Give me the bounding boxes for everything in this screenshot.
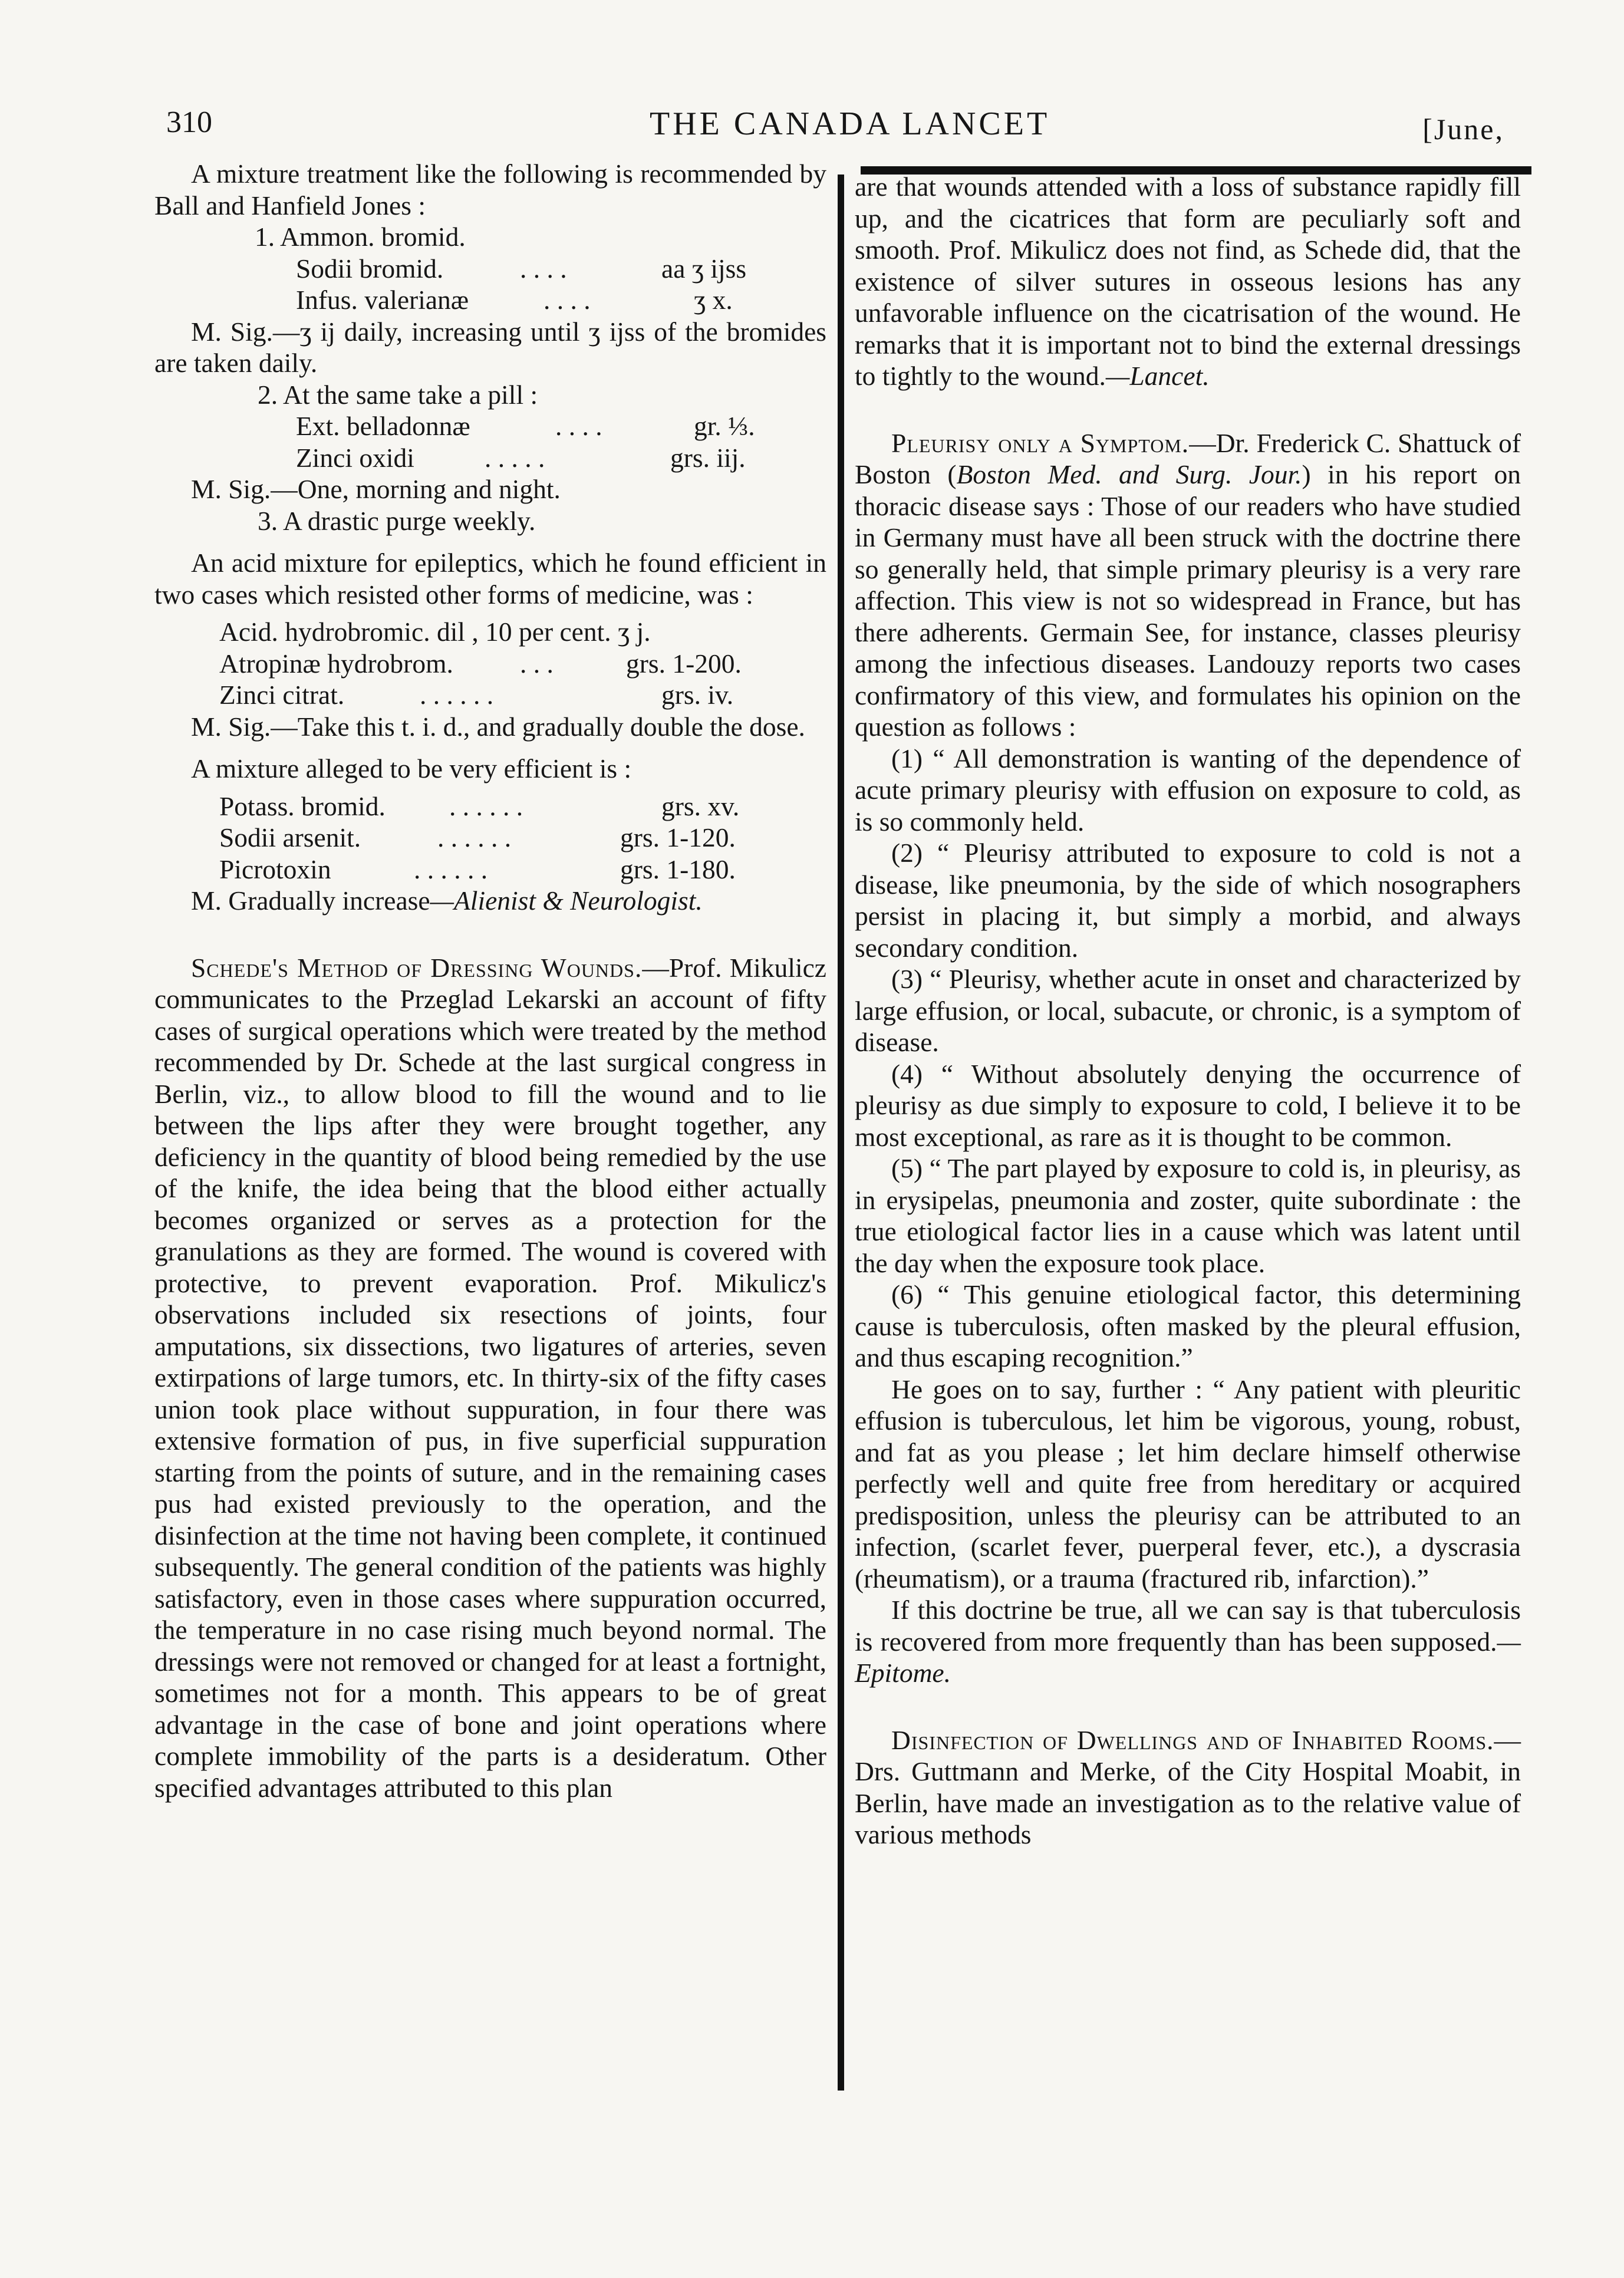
sig-4 bbox=[154, 885, 826, 917]
pleurisy-point-6: (6) “ This genuine etiological factor, this determining cause is tuberculosis, often masked by the pleural effusion, and thus escaping recognition.” bbox=[855, 1279, 1521, 1372]
disinfection-body: —Drs. Guttmann and Merke, of the City Hospital Moabit, in Berlin, have made an investigation as to the relative value of various methods bbox=[855, 1724, 1521, 1849]
rx4-item-1-qty: grs. xv. bbox=[661, 791, 740, 821]
rx3-item-3-dots: . . . . . . bbox=[420, 680, 494, 710]
column-divider bbox=[838, 175, 844, 2091]
rx4-item-3-qty: grs. 1-180. bbox=[620, 854, 736, 884]
sig-3: M. Sig.—Take this t. i. d., and gradually double the dose. bbox=[191, 711, 805, 742]
rx2-item-1-dots: . . . . bbox=[555, 411, 602, 441]
rx1-item-2-dots: . . . . bbox=[520, 253, 567, 284]
rx3-item-2-qty: grs. 1-200. bbox=[626, 648, 742, 679]
rx3-item-2-dots: . . . bbox=[520, 648, 554, 679]
rx3-item-3: Zinci citrat. bbox=[219, 680, 345, 710]
prescription-3 bbox=[154, 616, 826, 711]
rx1-item-3: Infus. valerianæ bbox=[296, 285, 469, 315]
rx4-item-1-dots: . . . . . . bbox=[449, 791, 523, 821]
continuation-paragraph bbox=[855, 171, 1521, 392]
pleurisy-point-4: (4) “ Without absolutely denying the occurrence of pleurisy as due simply to exposure to cold, I believe it to be most exceptional, as rare as it is thought to be common. bbox=[855, 1058, 1521, 1152]
page-header bbox=[166, 99, 1504, 164]
page-number: 310 bbox=[166, 106, 212, 139]
rx1-item-1: 1. Ammon. bromid. bbox=[255, 222, 466, 252]
purge-line: 3. A drastic purge weekly. bbox=[258, 505, 536, 536]
pleurisy-title: Pleurisy only a Symptom. bbox=[891, 427, 1190, 458]
rx3-item-1: Acid. hydrobromic. dil , 10 per cent. ʒ j. bbox=[219, 617, 651, 647]
rx4-item-2: Sodii arsenit. bbox=[219, 822, 361, 852]
pleurisy-body-b: ) in his report on thoracic disease says : Those of our readers who have studied in Germany must have all been struck with the doctrine there so generally held, that simple primary pleurisy is a very rare affection. This view is not so widespread in France, but has there adherents. Germain See, for instance, classes pleurisy among the infectious diseases. Landouzy reports two cases confirmatory of this view, and formulates his opinion on the question as follows : bbox=[855, 459, 1521, 742]
rx4-item-2-qty: grs. 1-120. bbox=[620, 822, 736, 852]
pleurisy-further: He goes on to say, further : “ Any patient with pleuritic effusion is tuberculous, let him be vigorous, young, robust, and fat as you please ; let him declare himself otherwise perfectly well and quite free from hereditary or acquired predisposition, unless the pleurisy can be attributed to an infection, (scarlet fever, puerperal fever, etc.), a dyscrasia (rheumatism), or a trauma (fractured rib, infarction).” bbox=[855, 1374, 1521, 1594]
disinfection-title: Disinfection of Dwellings and of Inhabited Rooms. bbox=[891, 1724, 1494, 1755]
rx2-item-2-dots: . . . . . bbox=[485, 442, 545, 473]
sig-4-text: M. Gradually increase bbox=[191, 885, 430, 916]
source-alienist: —Alienist & Neurologist. bbox=[430, 885, 703, 916]
left-column bbox=[154, 158, 826, 1803]
schede-title: Schede's Method of Dressing Wounds. bbox=[191, 952, 643, 983]
pleurisy-body-a: —Dr. Frederick C. Shattuck of Boston ( bbox=[855, 427, 1521, 489]
rx2-item-2-qty: grs. iij. bbox=[670, 442, 746, 473]
prescription-1 bbox=[154, 221, 826, 316]
schede-article bbox=[154, 952, 826, 1804]
schede-body: —Prof. Mikulicz communicates to the Przeglad Lekarski an account of fifty cases of surgical operations which were treated by the method recommended by Dr. Schede at the last surgical congress in Berlin, viz., to allow blood to fill the wound and to lie between the lips after they were brought together, any deficiency in the quantity of blood being remedied by the use of the knife, the idea being that the blood either actually becomes organized or serves as a protection for the granulations as they are formed. The wound is covered with protective, to prevent evaporation. Prof. Mikulicz's observations included six resections of joints, four amputations, six dissections, two ligatures of arteries, seven extirpations of large tumors, etc. In thirty-six of the fifty cases union took place without suppuration, in four there was extensive formation of pus, in five superficial suppuration starting from the points of suture, and in the remaining cases pus had existed previously to the operation, and the disinfection at the time not having been complete, it continued subsequently. The general condition of the patients was highly satisfactory, even in those cases where suppuration occurred, the temperature in no case rising much beyond normal. The dressings were not removed or changed for at least a fortnight, sometimes not for a month. This appears to be of great advantage in the case of bone and joint operations where complete immobility of the parts is a desideratum. Other specified advantages attributed to this plan bbox=[154, 952, 826, 1803]
rx4-item-3-dots: . . . . . . bbox=[414, 854, 488, 884]
journal-title: THE CANADA LANCET bbox=[650, 106, 1050, 142]
sig-1: M. Sig.—ʒ ij daily, increasing until ʒ ijss of the bromides are taken daily. bbox=[154, 316, 826, 378]
rx2-item-1: Ext. belladonnæ bbox=[296, 411, 470, 441]
rx4-item-3: Picrotoxin bbox=[219, 854, 331, 884]
rx4-item-2-dots: . . . . . . bbox=[437, 822, 512, 852]
prescription-2 bbox=[154, 379, 826, 474]
pleurisy-conclusion-text: If this doctrine be true, all we can say is that tuberculosis is recovered from more frequently than has been supposed. bbox=[855, 1595, 1521, 1657]
mixture-intro: A mixture treatment like the following is recommended by Ball and Hanfield Jones : bbox=[154, 159, 826, 220]
rx1-item-2: Sodii bromid. bbox=[296, 253, 444, 284]
pleurisy-article bbox=[855, 427, 1521, 743]
disinfection-article bbox=[855, 1724, 1521, 1851]
pleurisy-journal: Boston Med. and Surg. Jour. bbox=[956, 459, 1302, 489]
rx4-item-1: Potass. bromid. bbox=[219, 791, 386, 821]
right-column bbox=[855, 171, 1521, 1851]
rx2-head: 2. At the same take a pill : bbox=[258, 379, 538, 410]
continuation-text: are that wounds attended with a loss of substance rapidly fill up, and the cicatrices that form are peculiarly soft and smooth. Prof. Mikulicz does not find, as Schede did, that the existence of silver sutures in osseous lesions has any unfavorable influence on the cicatrisation of the wound. He remarks that it is important not to bind the external dressings to tightly to the wound. bbox=[855, 172, 1521, 391]
rx1-item-2-qty: aa ʒ ijss bbox=[661, 253, 747, 284]
rx2-item-1-qty: gr. ⅓. bbox=[694, 411, 755, 441]
pleurisy-point-5: (5) “ The part played by exposure to cold is, in pleurisy, as in erysipelas, pneumonia and zoster, quite subordinate : the true etiological factor lies in a cause which was latent until the day when the exposure took place. bbox=[855, 1153, 1521, 1278]
pleurisy-point-2: (2) “ Pleurisy attributed to exposure to cold is not a disease, like pneumonia, by the side of which nosographers persist in placing it, but simply a morbid, and always secondary condition. bbox=[855, 838, 1521, 963]
rx3-item-2: Atropinæ hydrobrom. bbox=[219, 648, 453, 679]
pleurisy-point-3: (3) “ Pleurisy, whether acute in onset and characterized by large effusion, or local, subacute, or chronic, is a symptom of disease. bbox=[855, 964, 1521, 1057]
source-epitome: —Epitome. bbox=[855, 1626, 1521, 1688]
rx3-item-3-qty: grs. iv. bbox=[661, 680, 734, 710]
pleurisy-point-1: (1) “ All demonstration is wanting of the dependence of acute primary pleurisy with effusion on exposure to cold, as is so commonly held. bbox=[855, 743, 1521, 837]
acid-mixture-intro: An acid mixture for epileptics, which he found efficient in two cases which resisted other forms of medicine, was : bbox=[154, 548, 826, 610]
issue-month: [June, bbox=[1422, 113, 1504, 146]
rx1-item-3-qty: ʒ x. bbox=[694, 285, 733, 315]
prescription-4 bbox=[154, 791, 826, 885]
source-lancet: —Lancet. bbox=[1105, 361, 1210, 391]
pleurisy-conclusion bbox=[855, 1594, 1521, 1689]
alleged-mixture-intro: A mixture alleged to be very efficient is : bbox=[191, 753, 632, 784]
rx2-item-2: Zinci oxidi bbox=[296, 442, 414, 473]
rx1-item-3-dots: . . . . bbox=[543, 285, 591, 315]
sig-2: M. Sig.—One, morning and night. bbox=[191, 474, 561, 504]
